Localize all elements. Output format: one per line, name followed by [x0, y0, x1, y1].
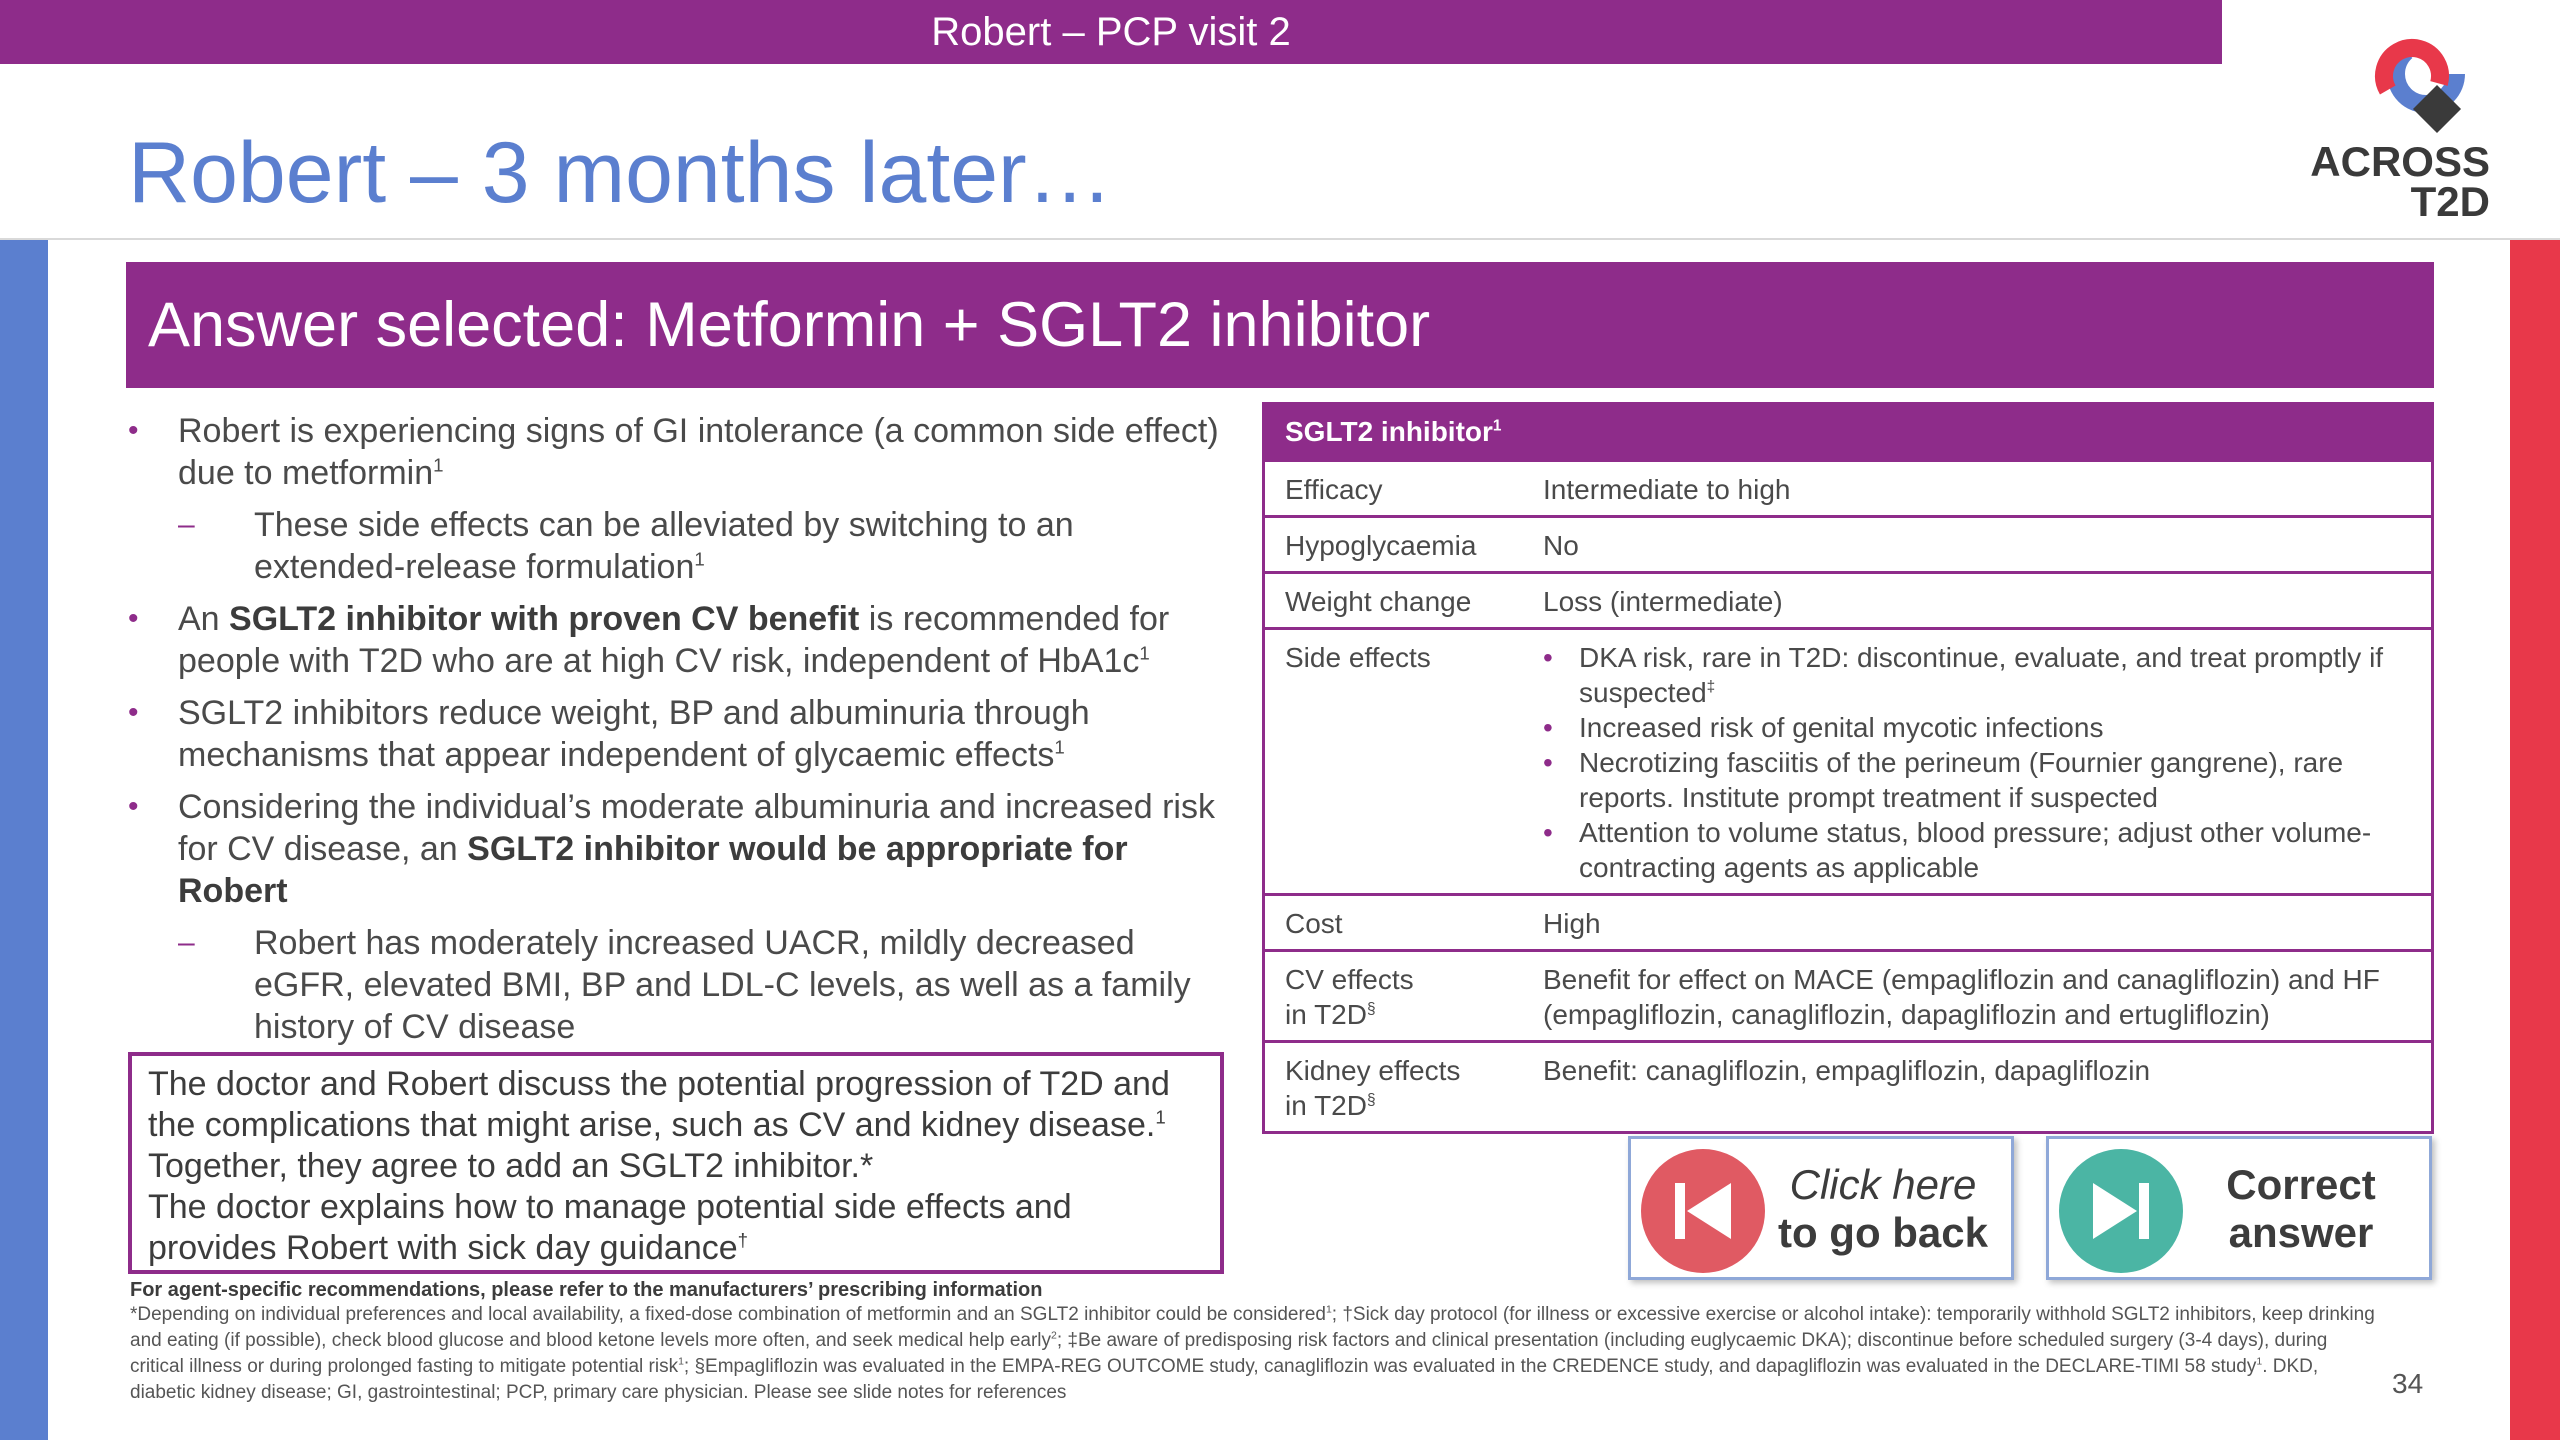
bullet-list	[128, 410, 1228, 1058]
list-item: • Increased risk of genital mycotic infections	[1543, 710, 2411, 745]
footnotes	[130, 1278, 2380, 1406]
sub-bullet-item: – These side effects can be alleviated by switching to an extended-release formulation$^1$	[178, 506, 1074, 586]
list-item: • Attention to volume status, blood pressure; adjust other volume-contracting agents as applicable	[1543, 815, 2411, 885]
go-back-line-2: to go back	[1777, 1209, 1989, 1256]
go-back-line-1: Click here	[1789, 1161, 1977, 1208]
doctor-discussion-box: The doctor and Robert discuss the potential progression of T2D and the complications that might arise, such as CV and kidney disease.$^1$ Together, they agree to add an SGLT2 inhibitor.* The doctor explains how to manage potential side effects and provides Robert with sick day guidance†	[128, 1052, 1224, 1274]
correct-answer-button[interactable]	[2046, 1136, 2432, 1280]
table-header: SGLT2 inhibitor$^1$	[1265, 405, 2431, 459]
list-item: • Necrotizing fasciitis of the perineum (Fournier gangrene), rare reports. Institute prompt treatment if suspected	[1543, 745, 2411, 815]
right-accent-bar	[2510, 240, 2560, 1440]
top-bar-title: Robert – PCP visit 2	[931, 10, 1291, 54]
correct-answer-line-1: Correct	[2226, 1161, 2376, 1208]
table-row-hypoglycaemia: Hypoglycaemia No	[1265, 515, 2431, 571]
table-row-efficacy: Efficacy Intermediate to high	[1265, 459, 2431, 515]
bullet-item: • SGLT2 inhibitors reduce weight, BP and albuminuria through mechanisms that appear independent of glycaemic effects$^1$	[128, 694, 1090, 774]
skip-back-icon	[1641, 1149, 1765, 1273]
footnote-text: *Depending on individual preferences and local availability, a fixed-dose combination of metformin and an SGLT2 inhibitor could be considered$^1$; †Sick day protocol (for illness or excessive exercise or alcohol intake): temporarily withhold SGLT2 inhibitors, keep drinking and eating (if possible), check blood glucose and blood ketone levels more often, and seek medical help early$^2$; ‡Be aware of predisposing risk factors and clinical presentation (including euglycaemic DKA); discontinue before scheduled surgery (3-4 days), during critical illness or during prolonged fasting to mitigate potential risk$^1$; §Empagliflozin was evaluated in the EMPA-REG OUTCOME study, canagliflozin was evaluated in the CREDENCE study, and dapagliflozin was evaluated in the DECLARE-TIMI 58 study$^1$. DKD, diabetic kidney disease; GI, gastrointestinal; PCP, primary care physician. Please see slide notes for references	[130, 1304, 2375, 1403]
answer-banner: Answer selected: Metformin + SGLT2 inhibitor	[126, 262, 2434, 388]
correct-answer-line-2: answer	[2228, 1209, 2374, 1256]
logo-wordmark	[2310, 138, 2490, 225]
bullet-item: • Considering the individual’s moderate albuminuria and increased risk for CV disease, an SGLT2 inhibitor would be appropriate for Robert	[128, 788, 1215, 910]
page-number: 34	[2392, 1368, 2424, 1399]
across-t2d-logo	[2300, 30, 2500, 230]
table-row-cost: Cost High	[1265, 893, 2431, 949]
table-row-weight: Weight change Loss (intermediate)	[1265, 571, 2431, 627]
logo-line-1: ACROSS	[2310, 138, 2490, 185]
left-accent-bar	[0, 240, 48, 1440]
header-divider	[0, 238, 2560, 240]
go-back-button[interactable]	[1628, 1136, 2014, 1280]
logo-mark-icon	[2368, 34, 2478, 144]
sub-bullet-item: – Robert has moderately increased UACR, mildly decreased eGFR, elevated BMI, BP and LDL-C levels, as well as a family history of CV disease	[178, 924, 1191, 1046]
table-row-cv-effects: CV effects in T2D§ Benefit for effect on MACE (empagliflozin and canagliflozin) and HF (empagliflozin, canagliflozin, dapagliflozin and ertugliflozin)	[1265, 949, 2431, 1040]
side-effects-list	[1543, 640, 2411, 885]
sglt2-table	[1262, 402, 2434, 1134]
logo-line-2: T2D	[2410, 178, 2490, 225]
top-bar	[0, 0, 2222, 64]
bullet-item: • Robert is experiencing signs of GI intolerance (a common side effect) due to metformin$^1$	[128, 412, 1219, 492]
slide-title: Robert – 3 months later…	[128, 125, 1113, 221]
bullet-item: • An SGLT2 inhibitor with proven CV benefit is recommended for people with T2D who are at high CV risk, independent of $HbA1c^1$	[128, 600, 1170, 680]
skip-forward-icon	[2059, 1149, 2183, 1273]
list-item: • DKA risk, rare in T2D: discontinue, evaluate, and treat promptly if suspected‡	[1543, 640, 2411, 710]
table-row-side-effects: Side effects • DKA risk, rare in T2D: discontinue, evaluate, and treat promptly if suspected‡ • Increased risk of genital mycotic infections • Necrotizing fasciitis of the perineum (Fournier gangrene), rare reports. Institute prompt treatment if suspected • Attention to volume status, blood pressure; adjust other volume-contracting agents as applicable	[1265, 627, 2431, 893]
footnote-bold-line: For agent-specific recommendations, please refer to the manufacturers’ prescribing information	[130, 1279, 1043, 1301]
table-row-kidney-effects: Kidney effects in T2D§ Benefit: canagliflozin, empagliflozin, dapagliflozin	[1265, 1040, 2431, 1131]
